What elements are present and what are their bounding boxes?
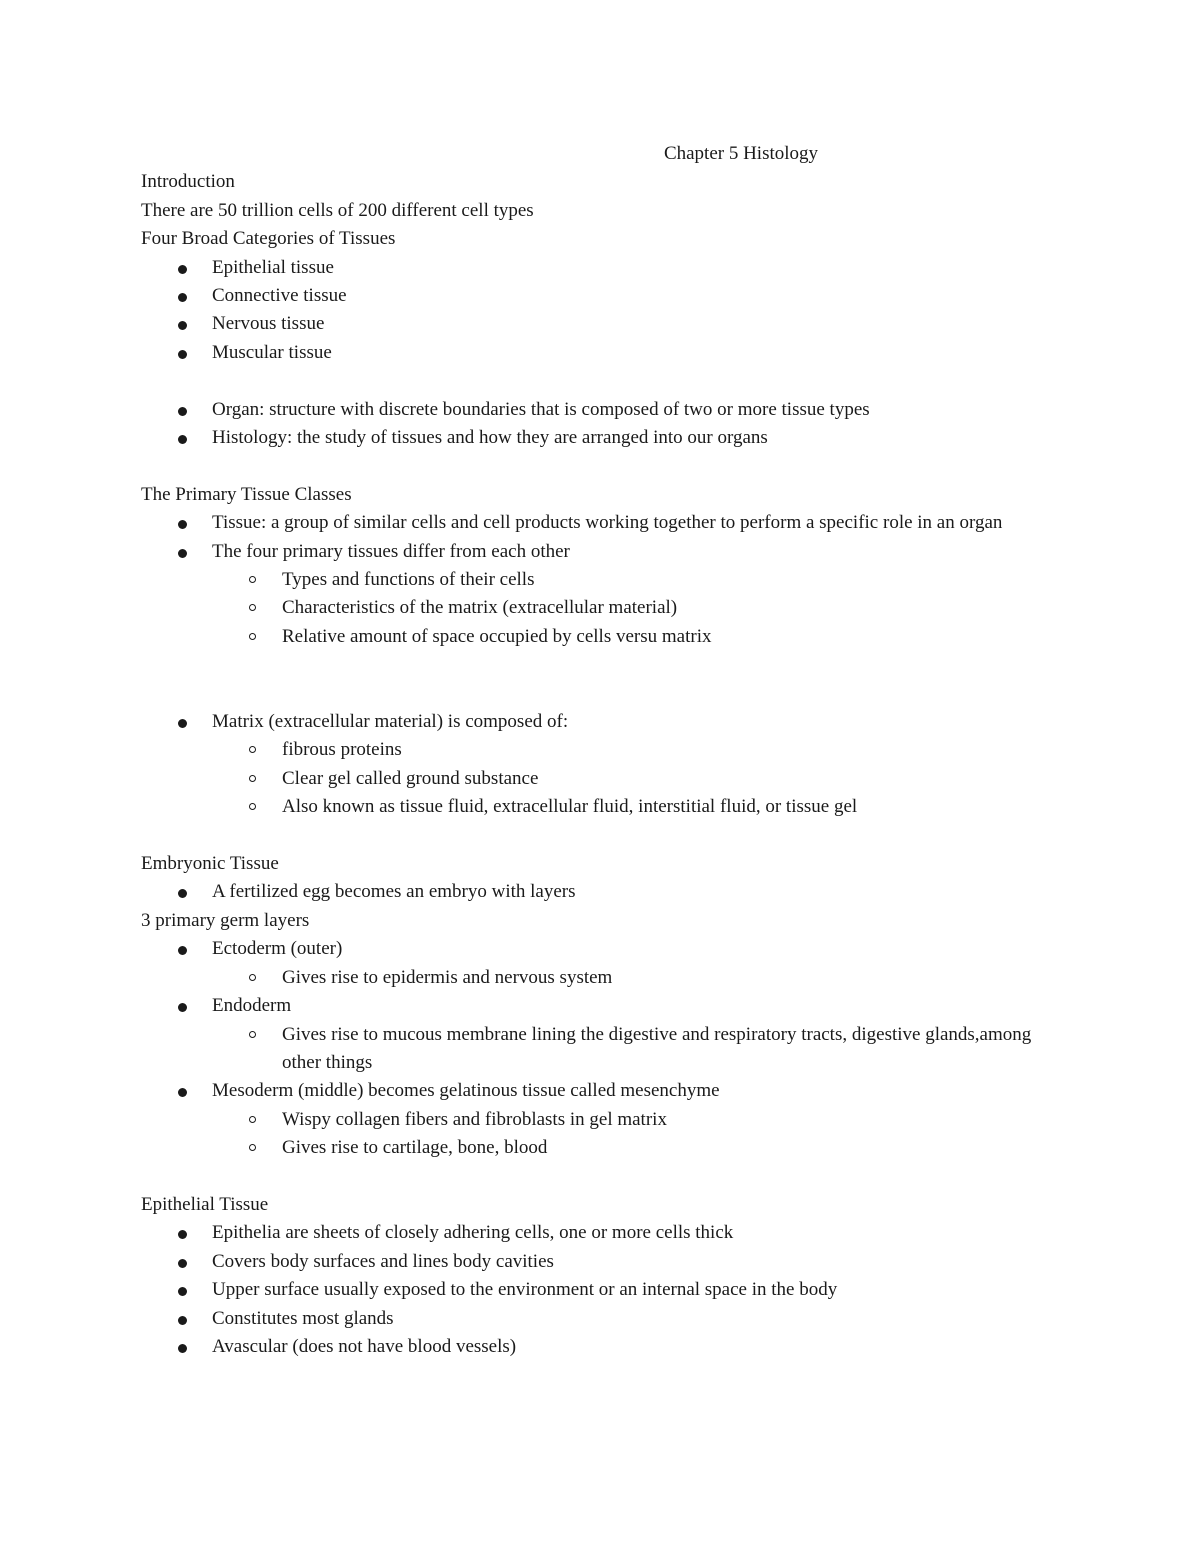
germ-heading: 3 primary germ layers xyxy=(141,909,310,931)
sub-list-item: Gives rise to epidermis and nervous system xyxy=(141,964,1071,992)
germ-list xyxy=(141,935,1071,1162)
sub-list-item: Characteristics of the matrix (extracellular material) xyxy=(141,594,1071,622)
list-item: The four primary tissues differ from each other xyxy=(141,538,1071,566)
spacer xyxy=(141,452,1071,480)
list-item: Avascular (does not have blood vessels) xyxy=(141,1333,1071,1361)
categories-heading: Four Broad Categories of Tissues xyxy=(141,228,396,250)
embryonic-list xyxy=(141,878,1071,906)
sub-list-item: Gives rise to cartilage, bone, blood xyxy=(141,1134,1071,1162)
list-item: A fertilized egg becomes an embryo with layers xyxy=(141,878,1071,906)
document-body xyxy=(141,140,1071,1361)
matrix-list xyxy=(141,708,1071,822)
epithelial-heading: Epithelial Tissue xyxy=(141,1193,269,1215)
spacer xyxy=(141,651,1071,679)
list-item: Connective tissue xyxy=(141,282,1071,310)
sub-list-item: Gives rise to mucous membrane lining the digestive and respiratory tracts, digestive glands,among other things xyxy=(141,1021,1071,1078)
sub-list-item: Also known as tissue fluid, extracellular fluid, interstitial fluid, or tissue gel xyxy=(141,793,1071,821)
sub-list-item: Types and functions of their cells xyxy=(141,566,1071,594)
list-item: Epithelial tissue xyxy=(141,254,1071,282)
spacer xyxy=(141,680,1071,708)
sub-list-item: Relative amount of space occupied by cells versu matrix xyxy=(141,623,1071,651)
sub-list-item: fibrous proteins xyxy=(141,736,1071,764)
spacer xyxy=(141,822,1071,850)
categories-list xyxy=(141,254,1071,368)
intro-heading: Introduction xyxy=(141,171,235,193)
list-item: Upper surface usually exposed to the environment or an internal space in the body xyxy=(141,1276,1071,1304)
intro-line: There are 50 trillion cells of 200 different cell types xyxy=(141,199,534,221)
list-item: Matrix (extracellular material) is composed of: xyxy=(141,708,1071,736)
list-item: Organ: structure with discrete boundaries that is composed of two or more tissue types xyxy=(141,396,1071,424)
list-item: Covers body surfaces and lines body cavities xyxy=(141,1248,1071,1276)
list-item: Muscular tissue xyxy=(141,339,1071,367)
list-item: Endoderm xyxy=(141,992,1071,1020)
spacer xyxy=(141,367,1071,395)
sub-list-item: Wispy collagen fibers and fibroblasts in gel matrix xyxy=(141,1106,1071,1134)
sub-list-item: Clear gel called ground substance xyxy=(141,765,1071,793)
primary-heading: The Primary Tissue Classes xyxy=(141,483,352,505)
list-item: Ectoderm (outer) xyxy=(141,935,1071,963)
list-item: Histology: the study of tissues and how they are arranged into our organs xyxy=(141,424,1071,452)
embryonic-heading: Embryonic Tissue xyxy=(141,853,279,875)
spacer xyxy=(141,1163,1071,1191)
list-item: Constitutes most glands xyxy=(141,1305,1071,1333)
primary-list xyxy=(141,509,1071,651)
list-item: Epithelia are sheets of closely adhering cells, one or more cells thick xyxy=(141,1219,1071,1247)
list-item: Mesoderm (middle) becomes gelatinous tissue called mesenchyme xyxy=(141,1077,1071,1105)
list-item: Nervous tissue xyxy=(141,310,1071,338)
definitions-list xyxy=(141,396,1071,453)
list-item: Tissue: a group of similar cells and cell products working together to perform a specific role in an organ xyxy=(141,509,1071,537)
page-title: Chapter 5 Histology xyxy=(663,143,819,164)
epithelial-list xyxy=(141,1219,1071,1361)
